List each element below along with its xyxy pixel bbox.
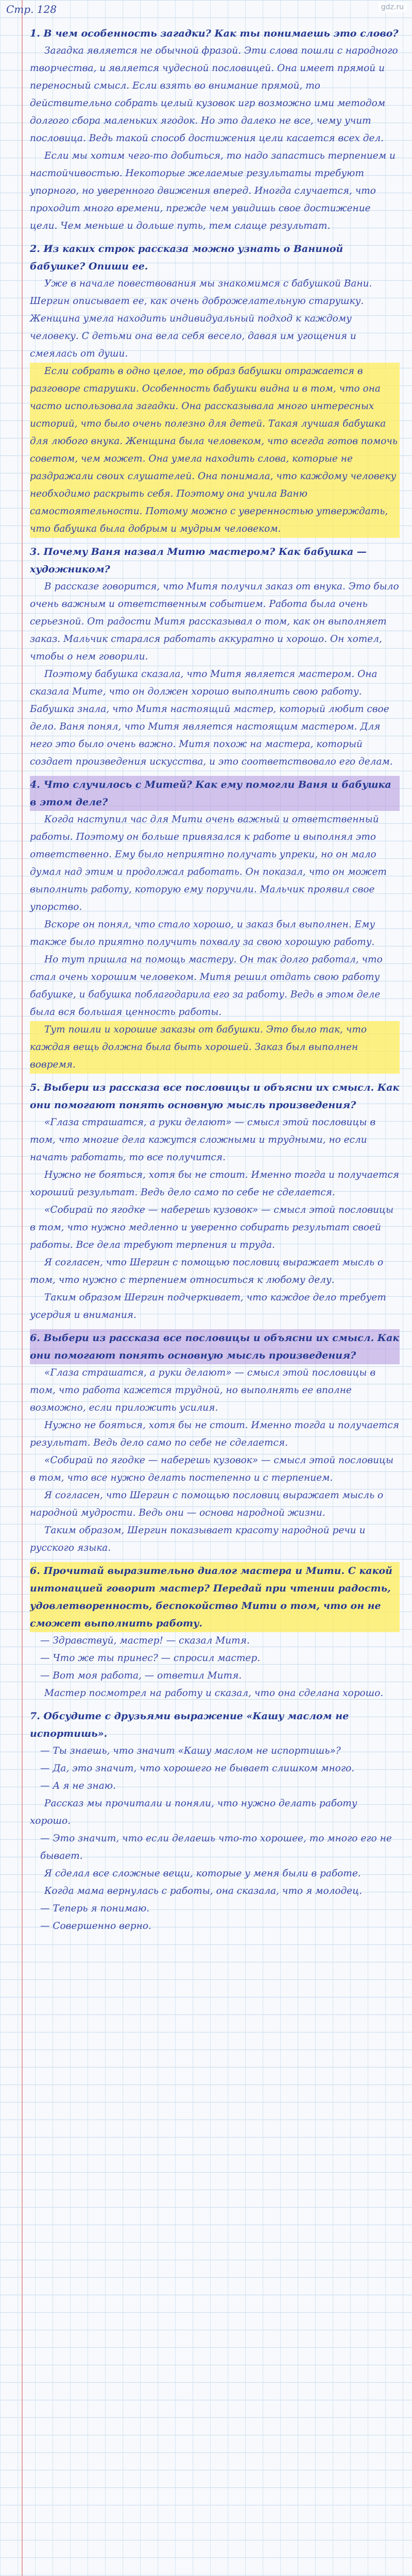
section-7 xyxy=(30,1562,400,1702)
answer-paragraph: Уже в начале повествования мы знакомимся с бабушкой Вани. Шергин описывает ее, как очень доброжелательную старушку. Женщина умела находить индивидуальный подход к каждому человеку. С детьми она вела себя весело, давая им угощения и смеялась от души. xyxy=(30,278,372,359)
section-8 xyxy=(30,1707,400,1935)
answer-paragraph-highlighted: Тут пошли и хорошие заказы от бабушки. Это было так, что каждая вещь должна была быть хорошей. Заказ был выполнен вовремя. xyxy=(30,1021,400,1074)
question-8: 7. Обсудите с друзьями выражение «Кашу маслом не испортишь». xyxy=(30,1710,349,1739)
answers-content xyxy=(30,25,400,1940)
question-2: 2. Из каких строк рассказа можно узнать о Ваниной бабушке? Опиши ее. xyxy=(30,243,344,272)
answer-paragraph-highlighted: Если собрать в одно целое, то образ бабушки отражается в разговоре старушки. Особенность бабушки видна и в том, что она часто использовала загадки. Она рассказывала много интересных историй, что было очень полезно для детей. Такая лучшая бабушка для любого внука. Женщина была человеком, что всегда готов помочь советом, чем может. Она умела находить слова, которые не раздражали своих слушателей. Она понимала, что каждому человеку необходимо раскрыть себя. Поэтому она учила Ваню самостоятельности. Потому можно с уверенностью утверждать, что бабушка была добрым и мудрым человеком. xyxy=(30,363,400,538)
answer-paragraph: Мастер посмотрел на работу и сказал, что она сделана хорошо. xyxy=(44,1688,384,1699)
answer-paragraph: В рассказе говорится, что Митя получил заказ от внука. Это было очень важным и ответственным событием. Работа была очень серьезной. От радости Митя рассказывал о том, как он выполняет заказ. Мальчик старался работать аккуратно и хорошо. Он хотел, чтобы о нем говорили. xyxy=(30,581,399,662)
answer-paragraph: Нужно не бояться, хотя бы не стоит. Именно тогда и получается хороший результат. Ведь дело само по себе не сделается. xyxy=(30,1170,400,1198)
section-3 xyxy=(30,543,400,771)
answer-paragraph: Таким образом Шергин подчеркивает, что каждое дело требует усердия и внимания. xyxy=(30,1292,386,1320)
dialog-line: — Теперь я понимаю. xyxy=(40,1903,150,1914)
section-2 xyxy=(30,240,400,538)
answer-paragraph: «Собирай по ягодке — наберешь кузовок» — смысл этой пословицы в том, что все нужно делать постепенно и с терпением. xyxy=(30,1455,394,1483)
answer-paragraph: Я сделал все сложные вещи, которые у меня были в работе. xyxy=(44,1868,361,1879)
dialog-line: — Да, это значит, что хорошего не бывает слишком много. xyxy=(40,1763,355,1774)
answer-paragraph: Загадка является не обычной фразой. Эти слова пошли с народного творчества, и является чудесной пословицей. Она имеет прямой и переносный смысл. Если взять во внимание прямой, то действительно собрать целый кузовок игр возможно ими методом долгого сбора маленьких ягодок. Но это далеко не все, чему учит пословица. Ведь такой способ достижения цели касается всех дел. xyxy=(30,45,398,144)
answer-paragraph: «Глаза страшатся, а руки делают» — смысл этой пословицы в том, что работа кажется трудной, но выполнять ее вполне возможно, если приложить усилия. xyxy=(30,1367,376,1413)
dialog-line: — Здравствуй, мастер! — сказал Митя. xyxy=(40,1635,250,1646)
page-label: Стр. 128 xyxy=(6,3,57,15)
section-5 xyxy=(30,1079,400,1324)
answer-paragraph: Рассказ мы прочитали и поняли, что нужно делать работу хорошо. xyxy=(30,1798,357,1826)
question-3: 3. Почему Ваня назвал Митю мастером? Как бабушка — художником? xyxy=(30,546,367,575)
dialog-line: — Ты знаешь, что значит «Кашу маслом не испортишь»? xyxy=(40,1745,341,1756)
answer-paragraph: Нужно не бояться, хотя бы не стоит. Именно тогда и получается результат. Ведь дело само по себе не сделается. xyxy=(30,1420,400,1448)
dialog-line: — Совершенно верно. xyxy=(40,1921,151,1931)
answer-paragraph: Вскоре он понял, что стало хорошо, и заказ был выполнен. Ему также было приятно получить похвалу за свою хорошую работу. xyxy=(30,919,375,947)
answer-paragraph: Я согласен, что Шергин с помощью пословиц выражает мысль о народной мудрости. Ведь они — основа народной жизни. xyxy=(30,1490,384,1518)
question-1: 1. В чем особенность загадки? Как ты понимаешь это слово? xyxy=(30,28,399,39)
answer-paragraph: Таким образом, Шергин показывает красоту народной речи и русского языка. xyxy=(30,1525,366,1553)
dialog-line: — Это значит, что если делаешь что-то хорошее, то много его не бывает. xyxy=(40,1833,392,1861)
question-4: 4. Что случилось с Митей? Как ему помогли Ваня и бабушка в этом деле? xyxy=(30,776,400,811)
answer-paragraph: Поэтому бабушка сказала, что Митя является мастером. Она сказала Мите, что он должен хорошо выполнить свою работу. Бабушка знала, что Митя настоящий мастер, который любит свое дело. Ваня понял, что Митя является настоящим мастером. Для него это было очень важно. Митя похож на мастера, который создает произведения искусства, и это соответствовало его делам. xyxy=(30,669,393,767)
question-5: 5. Выбери из рассказа все пословицы и объясни их смысл. Как они помогают понять основную мысль произведения? xyxy=(30,1082,400,1111)
answer-paragraph: Но тут пришла на помощь мастеру. Он так долго работал, что стал очень хорошим человеком. Митя решил отдать свою работу бабушке, и бабушка поблагодарила его за работу. Ведь в этом деле была вся большая ценность работы. xyxy=(30,954,383,1018)
question-7: 6. Прочитай выразительно диалог мастера и Мити. С какой интонацией говорит мастер? Передай при чтении радость, удовлетворенность, беспокойство Мити о том, что он не сможет выполнить работу. xyxy=(30,1562,400,1632)
margin-line xyxy=(22,0,23,2576)
section-1 xyxy=(30,25,400,235)
dialog-line: — А я не знаю. xyxy=(40,1781,116,1791)
answer-paragraph: «Собирай по ягодке — наберешь кузовок» — смысл этой пословицы в том, что нужно медленно и уверенно собирать результат своей работы. Все дела требуют терпения и труда. xyxy=(30,1205,394,1250)
dialog-line: — Вот моя работа, — ответил Митя. xyxy=(40,1670,242,1681)
answer-paragraph: «Глаза страшатся, а руки делают» — смысл этой пословицы в том, что многие дела кажутся сложными и трудными, но если начать работать, то все получится. xyxy=(30,1117,376,1163)
answer-paragraph: Когда мама вернулась с работы, она сказала, что я молодец. xyxy=(44,1886,362,1896)
section-6 xyxy=(30,1329,400,1557)
question-6: 6. Выбери из рассказа все пословицы и объясни их смысл. Как они помогают понять основную мысль произведения? xyxy=(30,1329,400,1364)
watermark: gdz.ru xyxy=(378,2,407,12)
answer-paragraph: Когда наступил час для Мити очень важный и ответственный работы. Поэтому он больше привязался к работе и выполнял это ответственно. Ему было неприятно получать упреки, но он мало думал над этим и продолжал работать. Он показал, что он может выполнить работу, которую ему поручили. Мальчик проявил свое упорство. xyxy=(30,814,387,912)
dialog-line: — Что же ты принес? — спросил мастер. xyxy=(40,1653,261,1664)
answer-paragraph: Если мы хотим чего-то добиться, то надо запастись терпением и настойчивостью. Некоторые желаемые результаты требуют упорного, но уверенного движения вперед. Иногда случается, что проходит много времени, прежде чем увидишь свое достижение цели. Чем меньше и дольше путь, тем слаще результат. xyxy=(30,150,396,231)
answer-paragraph: Я согласен, что Шергин с помощью пословиц выражает мысль о том, что нужно с терпением относиться к любому делу. xyxy=(30,1257,384,1285)
section-4 xyxy=(30,776,400,1074)
